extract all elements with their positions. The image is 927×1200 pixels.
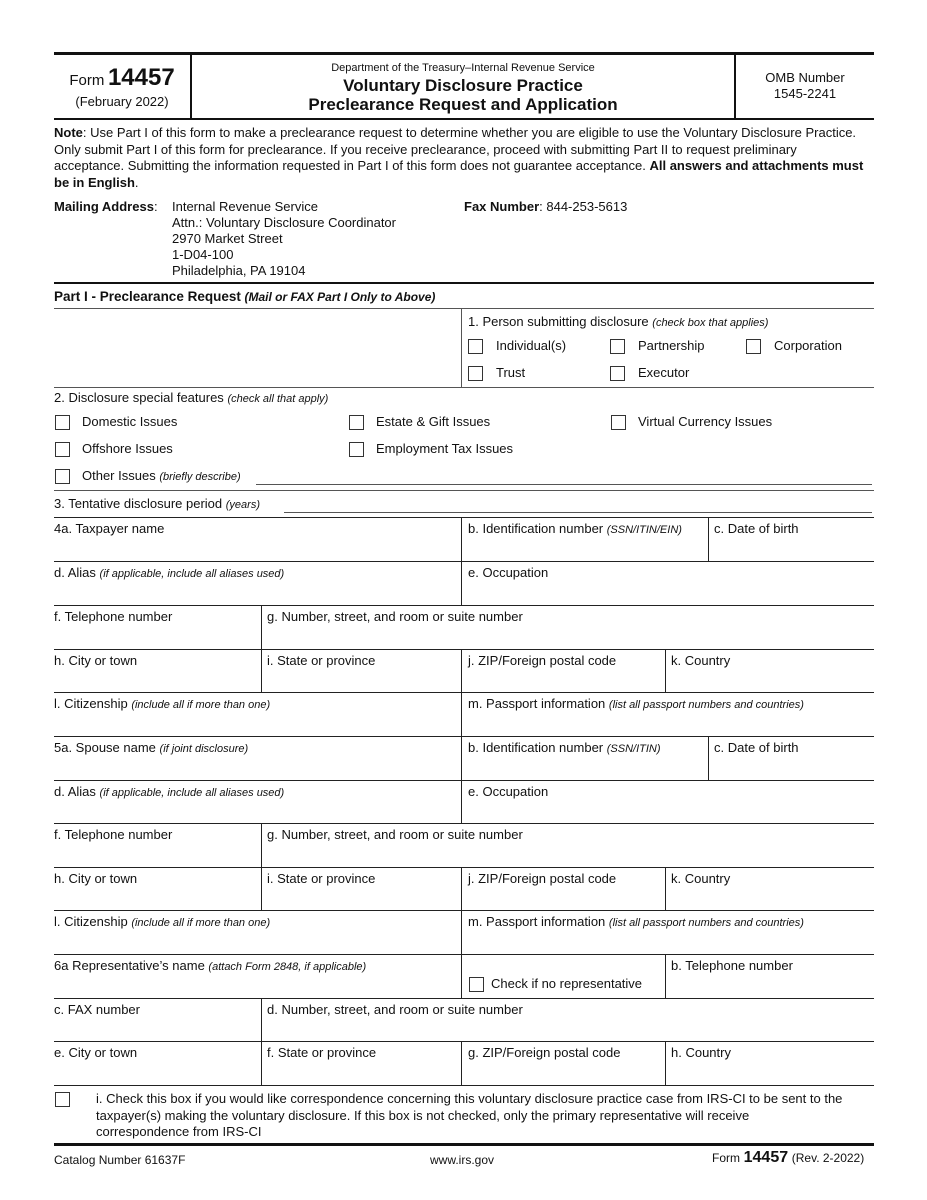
row4h-div-3 (665, 649, 666, 692)
footer-form-number: 14457 (743, 1149, 789, 1166)
spouse-country-field[interactable]: k. Country (671, 871, 731, 886)
taxpayer-id-label: b. Identification number (468, 521, 604, 536)
irs-website: www.irs.gov (430, 1153, 495, 1167)
q1-label: 1. Person submitting disclosure (468, 314, 649, 329)
title-line-2: Preclearance Request and Application (308, 95, 618, 114)
other-issues-wrap (82, 468, 241, 483)
taxpayer-citizenship-field[interactable] (54, 696, 270, 711)
footer-form-word: Form (712, 1151, 740, 1165)
individual-checkbox[interactable] (468, 339, 483, 354)
taxpayer-passport-label: m. Passport information (468, 696, 606, 711)
row4l-div (461, 692, 462, 736)
grid-rule-7 (54, 780, 874, 781)
grid-rule-2 (54, 561, 874, 562)
estate-gift-checkbox[interactable] (349, 415, 364, 430)
catalog-number: Catalog Number 61637F (54, 1153, 186, 1167)
spouse-city-field[interactable]: h. City or town (54, 871, 138, 886)
form-id-block (54, 64, 190, 109)
trust-label: Trust (496, 365, 526, 380)
spouse-citizenship-label: l. Citizenship (54, 914, 128, 929)
grid-rule-4 (54, 649, 874, 650)
form-number: 14457 (107, 64, 175, 91)
form-word: Form (69, 72, 105, 89)
offshore-issues-label: Offshore Issues (82, 441, 173, 456)
note-label: Note (54, 125, 83, 140)
row5h-div-3 (665, 867, 666, 910)
employment-tax-label: Employment Tax Issues (376, 441, 514, 456)
taxpayer-id-field[interactable] (468, 521, 682, 536)
correspondence-line-3: correspondence from IRS-CI (96, 1124, 262, 1139)
q1-bottom-rule (54, 387, 874, 388)
row5a-div-2 (708, 736, 709, 780)
note-bold-tail: All answers and attachments must be in English (54, 158, 864, 190)
grid-rule-10 (54, 910, 874, 911)
part1-title: Part I - Preclearance Request (54, 289, 241, 304)
mailing-address (172, 199, 396, 279)
disclosure-period-input[interactable] (284, 512, 872, 513)
taxpayer-alias-field[interactable] (54, 565, 284, 580)
row5h-div-2 (461, 867, 462, 910)
grid-rule-8 (54, 823, 874, 824)
no-representative-label: Check if no representative (491, 976, 643, 991)
rep-name-label: 6a Representative’s name (54, 958, 205, 973)
partnership-checkbox[interactable] (610, 339, 625, 354)
taxpayer-state-field[interactable]: i. State or province (267, 653, 376, 668)
rep-phone-field[interactable]: b. Telephone number (671, 958, 793, 973)
spouse-citizenship-field[interactable] (54, 914, 270, 929)
footer-rev: (Rev. 2-2022) (791, 1151, 865, 1165)
form-date: (February 2022) (75, 94, 169, 109)
grid-rule-9 (54, 867, 874, 868)
row6e-div-2 (461, 1041, 462, 1085)
taxpayer-occupation-field[interactable]: e. Occupation (468, 565, 549, 580)
form-title-block (192, 62, 734, 114)
q3-hint: (years) (225, 499, 260, 511)
row6c-div (261, 998, 262, 1041)
rep-country-field[interactable]: h. Country (671, 1045, 731, 1060)
q1-hint: (check box that applies) (652, 317, 769, 329)
row4h-div-2 (461, 649, 462, 692)
spouse-name-label: 5a. Spouse name (54, 740, 156, 755)
rep-city-field[interactable]: e. City or town (54, 1045, 138, 1060)
omb-number: 1545-2241 (773, 86, 837, 101)
domestic-issues-checkbox[interactable] (55, 415, 70, 430)
row5f-div (261, 823, 262, 867)
corporation-checkbox[interactable] (746, 339, 761, 354)
grid-rule-5 (54, 692, 874, 693)
row5a-div-1 (461, 736, 462, 780)
row4d-div (461, 561, 462, 605)
taxpayer-passport-field[interactable] (468, 696, 804, 711)
executor-label: Executor (638, 365, 690, 380)
estate-gift-label: Estate & Gift Issues (376, 414, 491, 429)
row5l-div (461, 910, 462, 954)
row4h-div-1 (261, 649, 262, 692)
q3-label-wrap (54, 496, 260, 511)
grid-rule-6 (54, 736, 874, 737)
grid-rule-13 (54, 1041, 874, 1042)
note-text: : Use Part I of this form to make a preclearance request to determine whether you are eligible to use the Voluntary Disclosure Practice. Only submit Part I of this form for preclearance. If you receive preclearance, proceed with submitting Part II to request preliminary acceptance. Submitting the information requested in Part I of this form does not guarantee acceptance. (54, 125, 857, 173)
note-paragraph (54, 125, 864, 191)
spouse-id-field[interactable] (468, 740, 661, 755)
domestic-issues-label: Domestic Issues (82, 414, 178, 429)
mailing-line-3: 2970 Market Street (172, 231, 283, 246)
grid-rule-3 (54, 605, 874, 606)
taxpayer-country-field[interactable]: k. Country (671, 653, 731, 668)
fax-label: Fax Number (464, 199, 540, 214)
footer-rule (54, 1143, 874, 1146)
spouse-alias-field[interactable] (54, 784, 284, 799)
q2-label: 2. Disclosure special features (54, 390, 224, 405)
row4a-div-1 (461, 517, 462, 561)
spouse-id-label: b. Identification number (468, 740, 604, 755)
taxpayer-dob-field[interactable]: c. Date of birth (714, 521, 799, 536)
spouse-name-hint: (if joint disclosure) (159, 743, 249, 755)
spouse-passport-label: m. Passport information (468, 914, 606, 929)
footer-form-id (712, 1149, 864, 1167)
title-line-1: Voluntary Disclosure Practice (343, 76, 583, 95)
q2-label-wrap (54, 390, 328, 405)
correspondence-line-1: i. Check this box if you would like correspondence concerning this voluntary disclosure practice case from IRS-CI to be sent to the (96, 1091, 843, 1106)
q1-label-wrap (468, 314, 768, 329)
spouse-dob-field[interactable]: c. Date of birth (714, 740, 799, 755)
part1-top-rule (54, 282, 874, 284)
grid-rule-11 (54, 954, 874, 955)
mailing-line-5: Philadelphia, PA 19104 (172, 263, 306, 278)
taxpayer-zip-field[interactable]: j. ZIP/Foreign postal code (468, 653, 617, 668)
taxpayer-citizenship-hint: (include all if more than one) (131, 699, 271, 711)
row6e-div-3 (665, 1041, 666, 1085)
q2-bottom-rule (54, 490, 874, 491)
taxpayer-citizenship-label: l. Citizenship (54, 696, 128, 711)
trust-checkbox[interactable] (468, 366, 483, 381)
mailing-line-1: Internal Revenue Service (172, 199, 318, 214)
header-bottom-rule (54, 118, 874, 120)
spouse-alias-hint: (if applicable, include all aliases used) (99, 787, 285, 799)
correspondence-text (96, 1091, 842, 1141)
part1-heading-rule (54, 308, 874, 309)
fax-wrap (464, 199, 627, 214)
taxpayer-passport-hint: (list all passport numbers and countries) (608, 699, 804, 711)
taxpayer-alias-hint: (if applicable, include all aliases used) (99, 568, 285, 580)
mailing-label-wrap (54, 199, 158, 214)
rep-name-field[interactable] (54, 958, 366, 973)
taxpayer-id-hint: (SSN/ITIN/EIN) (606, 524, 682, 536)
spouse-zip-field[interactable]: j. ZIP/Foreign postal code (468, 871, 617, 886)
other-issues-label: Other Issues (82, 468, 156, 483)
rep-street-field[interactable]: d. Number, street, and room or suite number (267, 1002, 523, 1017)
individual-label: Individual(s) (496, 338, 567, 353)
fax-value: : 844-253-5613 (539, 199, 628, 214)
spouse-state-field[interactable]: i. State or province (267, 871, 376, 886)
other-issues-input[interactable] (256, 484, 872, 485)
spouse-phone-field[interactable]: f. Telephone number (54, 827, 173, 842)
executor-checkbox[interactable] (610, 366, 625, 381)
spouse-street-field[interactable]: g. Number, street, and room or suite number (267, 827, 523, 842)
note-end: . (134, 174, 139, 190)
q1-divider (461, 309, 462, 387)
other-issues-checkbox[interactable] (55, 469, 70, 484)
virtual-currency-checkbox[interactable] (611, 415, 626, 430)
rep-fax-field[interactable]: c. FAX number (54, 1002, 140, 1017)
correspondence-checkbox[interactable] (55, 1092, 70, 1107)
row5h-div-1 (261, 867, 262, 910)
rep-name-hint: (attach Form 2848, if applicable) (208, 961, 367, 973)
omb-block (736, 70, 874, 102)
taxpayer-street-field[interactable]: g. Number, street, and room or suite number (267, 609, 523, 624)
spouse-occupation-field[interactable]: e. Occupation (468, 784, 549, 799)
taxpayer-name-field[interactable]: 4a. Taxpayer name (54, 521, 165, 536)
part1-heading (54, 289, 435, 304)
grid-rule-12 (54, 998, 874, 999)
taxpayer-alias-label: d. Alias (54, 565, 96, 580)
row4a-div-2 (708, 517, 709, 561)
row4f-div (261, 605, 262, 649)
other-issues-hint: (briefly describe) (159, 471, 241, 483)
mailing-line-2: Attn.: Voluntary Disclosure Coordinator (172, 215, 396, 230)
top-rule (54, 52, 874, 55)
grid-rule-14 (54, 1085, 874, 1086)
q2-hint: (check all that apply) (227, 393, 329, 405)
spouse-passport-field[interactable] (468, 914, 804, 929)
corporation-label: Corporation (774, 338, 842, 353)
grid-rule-1 (54, 517, 874, 518)
spouse-passport-hint: (list all passport numbers and countries) (608, 917, 804, 929)
no-representative-checkbox[interactable] (469, 977, 484, 992)
taxpayer-city-field[interactable]: h. City or town (54, 653, 138, 668)
rep-state-field[interactable]: f. State or province (267, 1045, 377, 1060)
spouse-name-field[interactable] (54, 740, 248, 755)
virtual-currency-label: Virtual Currency Issues (638, 414, 773, 429)
agency-line: Department of the Treasury–Internal Revenue Service (331, 62, 595, 74)
spouse-alias-label: d. Alias (54, 784, 96, 799)
row6a-div-2 (665, 954, 666, 998)
taxpayer-phone-field[interactable]: f. Telephone number (54, 609, 173, 624)
employment-tax-checkbox[interactable] (349, 442, 364, 457)
spouse-id-hint: (SSN/ITIN) (606, 743, 661, 755)
mailing-label: Mailing Address (54, 199, 154, 214)
rep-zip-field[interactable]: g. ZIP/Foreign postal code (468, 1045, 621, 1060)
row5d-div (461, 780, 462, 823)
mailing-colon: : (153, 199, 158, 214)
correspondence-line-2: taxpayer(s) making the voluntary disclosure. If this box is not checked, only the primary representative will receive (96, 1107, 750, 1123)
offshore-issues-checkbox[interactable] (55, 442, 70, 457)
partnership-label: Partnership (638, 338, 705, 353)
mailing-line-4: 1-D04-100 (172, 247, 234, 262)
row6a-div-1 (461, 954, 462, 998)
row6e-div-1 (261, 1041, 262, 1085)
q3-label: 3. Tentative disclosure period (54, 496, 223, 511)
spouse-citizenship-hint: (include all if more than one) (131, 917, 271, 929)
omb-label: OMB Number (765, 70, 845, 85)
part1-subtitle: (Mail or FAX Part I Only to Above) (244, 290, 436, 304)
